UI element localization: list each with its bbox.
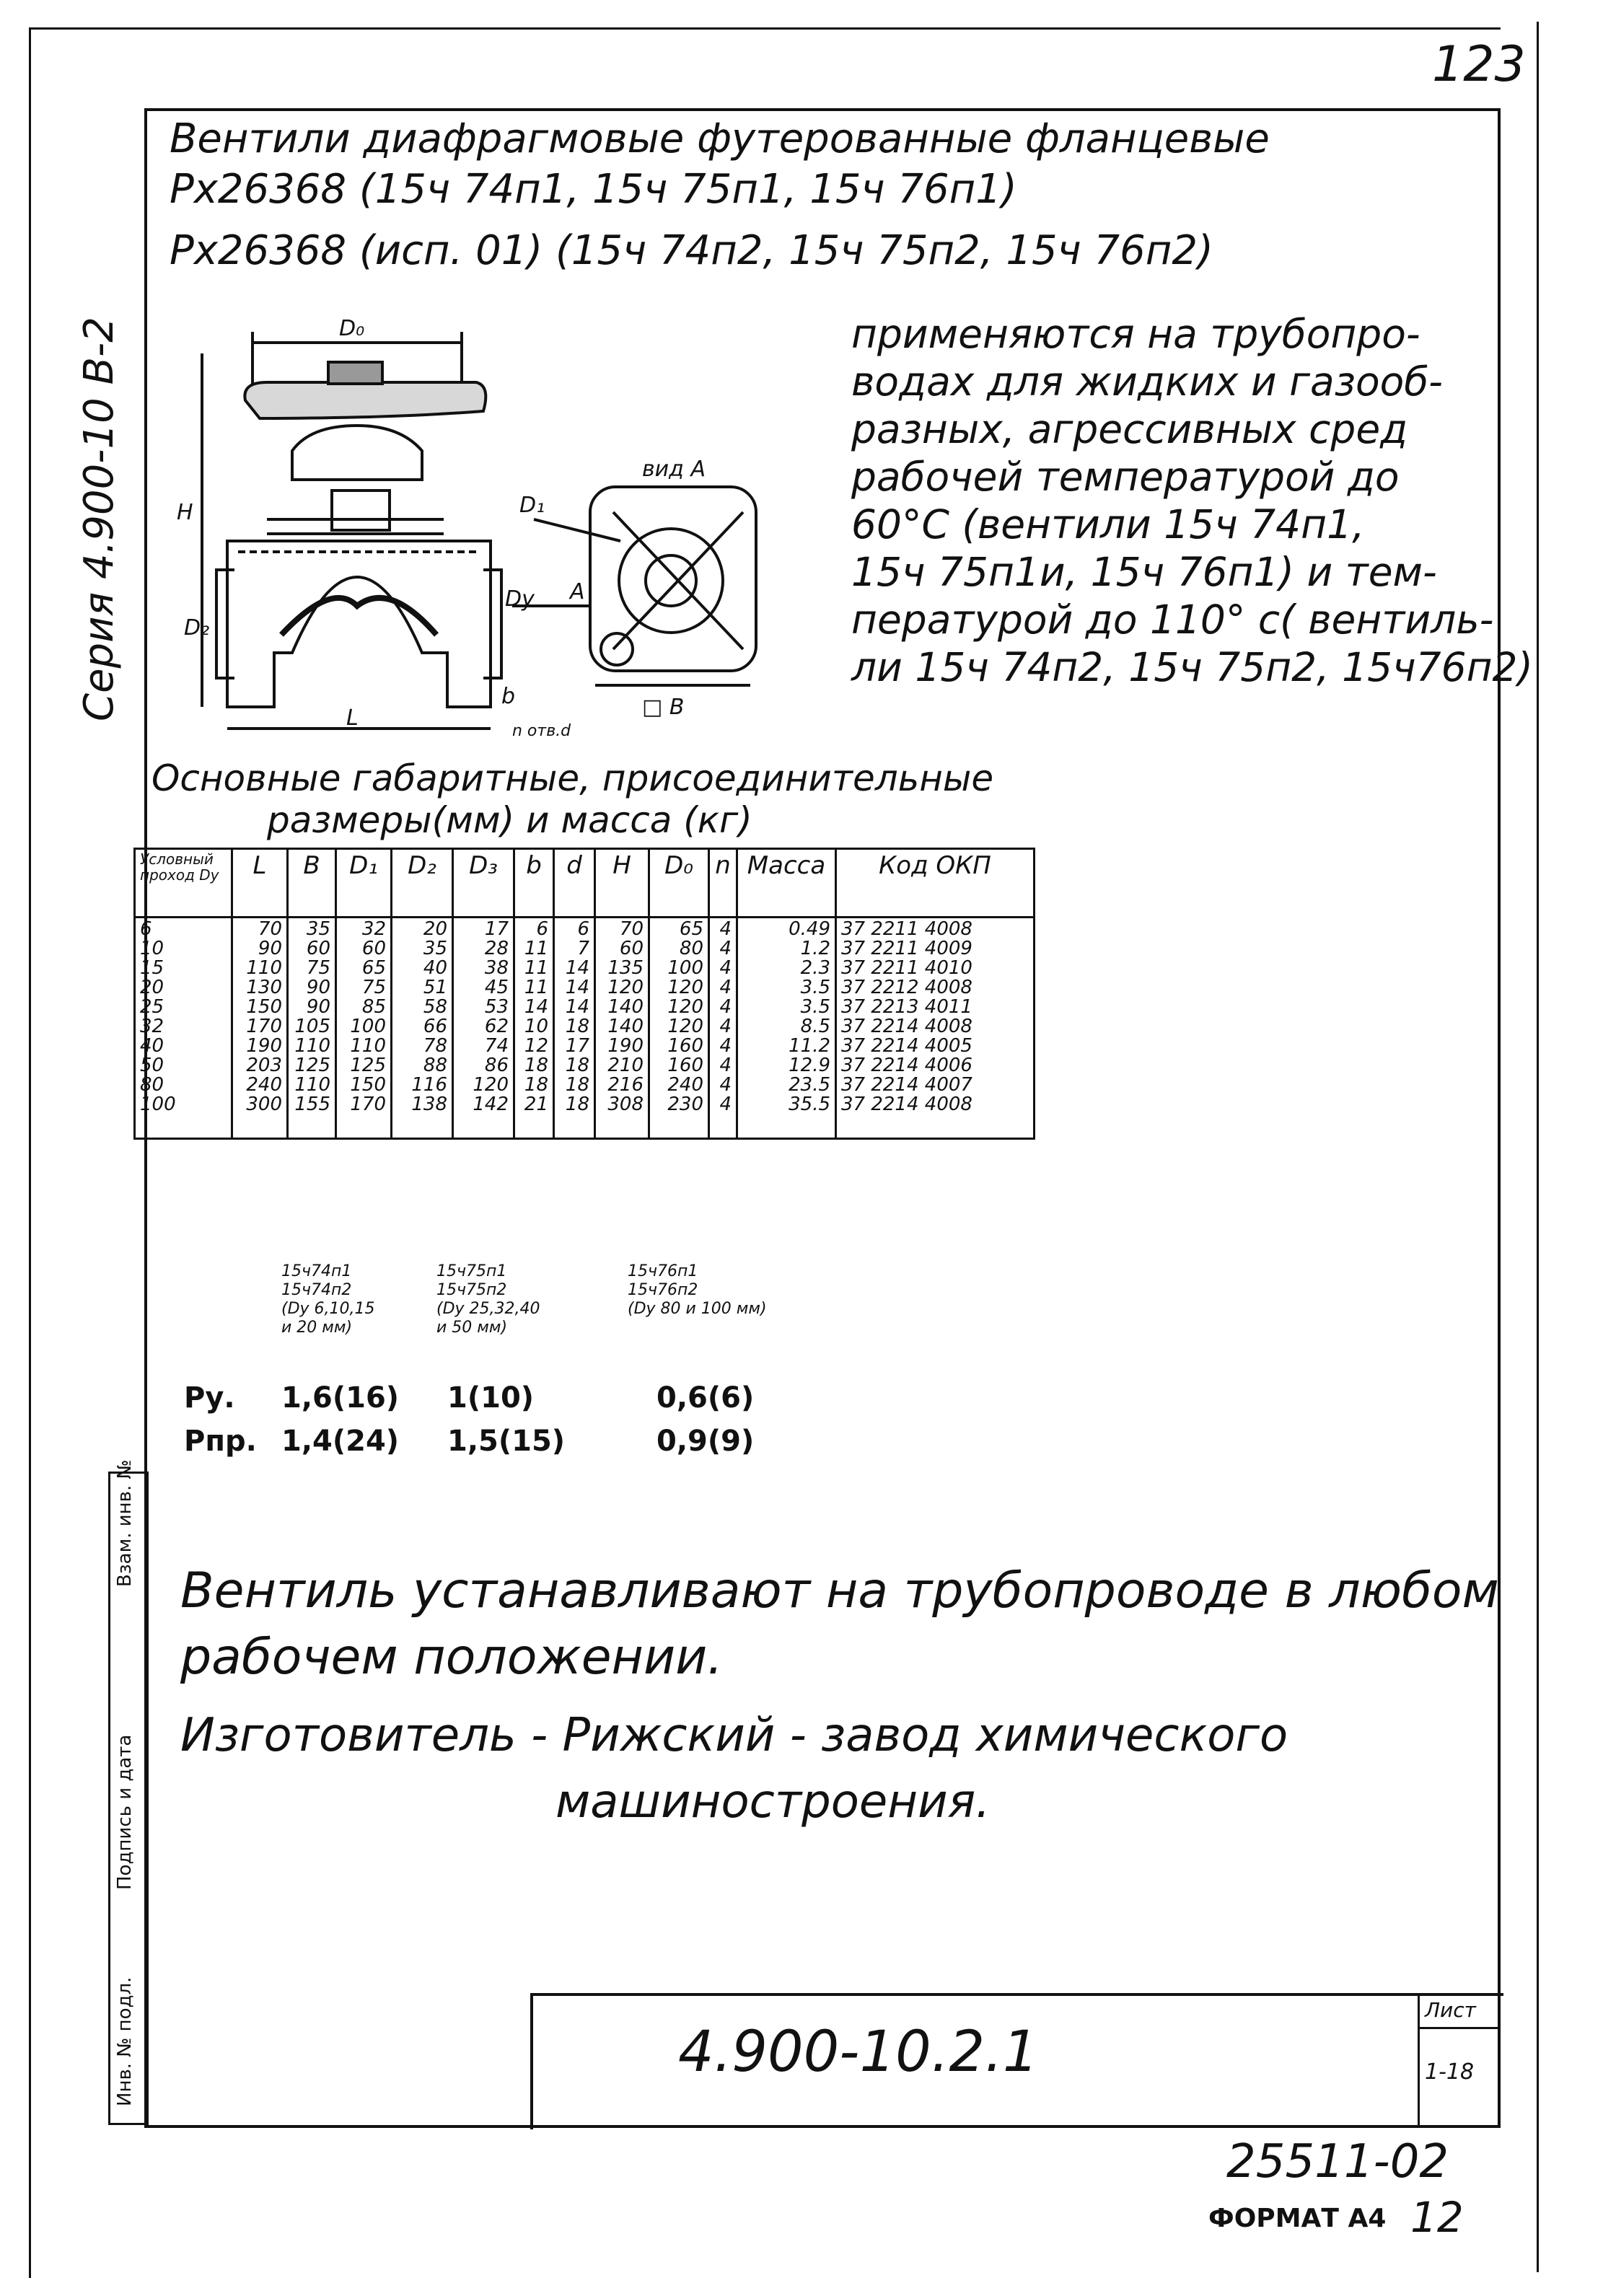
label-view: вид А (642, 457, 706, 482)
column-okp: 37 2211 4008 37 2211 4009 37 2211 4010 37 2212 4008 37 2213 4011 37 2214 4008 37 2214 4005 37 2214 4006 37 2214 4007 37 2214 4008 (836, 918, 1035, 1139)
table-caption (151, 757, 993, 841)
sheet-label: Лист (1425, 1998, 1476, 2022)
title-line-2: Рх26368 (15ч 74п1, 15ч 75п1, 15ч 76п1) (170, 166, 1017, 213)
header-h: H (595, 849, 649, 918)
ppr-value-3: 0,9(9) (656, 1425, 755, 1458)
format-label: ФОРМАТ А4 (1208, 2204, 1387, 2233)
inventory-number: 25511-02 (1226, 2135, 1449, 2189)
column-d2: 20 35 40 51 58 66 78 88 116 138 (392, 918, 453, 1139)
label-a: А (570, 579, 585, 604)
description-line: разных, агрессивных сред (851, 406, 1408, 452)
header-mass: Масса (737, 849, 836, 918)
document-number: 4.900-10.2.1 (678, 2020, 1039, 2085)
install-line-1: Вентиль устанавливают на трубопроводе в любом (180, 1562, 1499, 1619)
description-line: рабочей температурой до (851, 454, 1400, 500)
column-b-small: 6 11 11 11 14 10 12 18 18 21 (514, 918, 554, 1139)
label-holes: n отв.d (512, 722, 571, 740)
pressure-range-3: (Dу 80 и 100 мм) (628, 1300, 767, 1318)
header-okp: Код ОКП (836, 849, 1035, 918)
sheet-value: 1-18 (1425, 2059, 1475, 2085)
header-dy: Условный проход Dу (135, 849, 232, 918)
header-b: B (288, 849, 336, 918)
page-border-right (1537, 22, 1539, 2272)
py-value-3: 0,6(6) (656, 1381, 755, 1415)
header-d: d (554, 849, 595, 918)
pressure-models-3: 15ч76п1 15ч76п2 (628, 1262, 698, 1299)
side-stamp-1: Взам. инв. № (114, 1459, 136, 1587)
py-value-1: 1,6(16) (281, 1381, 400, 1415)
table-data-row (135, 918, 1035, 1139)
pressure-group-2 (436, 1262, 540, 1337)
table-header-row (135, 849, 1035, 918)
manufacturer-note (180, 1702, 1288, 1835)
pressure-group-1 (281, 1262, 375, 1337)
manufacturer-line-1: Изготовитель - Рижский - завод химического (180, 1709, 1288, 1762)
column-d1: 32 60 65 75 85 100 110 125 150 170 (336, 918, 392, 1139)
header-n: n (709, 849, 737, 918)
header-d1: D₁ (336, 849, 392, 918)
column-n: 4 4 4 4 4 4 4 4 4 4 (709, 918, 737, 1139)
column-mass: 0.49 1.2 2.3 3.5 3.5 8.5 11.2 12.9 23.5 35.5 (737, 918, 836, 1139)
pressure-group-3 (628, 1262, 767, 1319)
frame-top (144, 108, 1501, 111)
pressure-range-2: (Dу 25,32,40 и 50 мм) (436, 1300, 540, 1337)
series-label: Серия 4.900-10 В-2 (76, 317, 123, 721)
description-line: 60°С (вентили 15ч 74п1, (851, 501, 1365, 547)
py-value-2: 1(10) (447, 1381, 535, 1415)
label-b: b (501, 684, 516, 709)
spec-table (133, 848, 1035, 1140)
column-h: 70 60 135 120 140 140 190 210 216 308 (595, 918, 649, 1139)
label-l: L (346, 705, 359, 731)
valve-drawing (173, 303, 794, 750)
page-number: 123 (1432, 36, 1526, 93)
page-border-top (29, 27, 1501, 30)
pressure-range-1: (Dу 6,10,15 и 20 мм) (281, 1300, 375, 1337)
column-d3: 17 28 38 45 53 62 74 86 120 142 (453, 918, 514, 1139)
table-caption-line-1: Основные габаритные, присоединительные (151, 757, 994, 799)
label-h: H (177, 500, 193, 525)
header-d0: D₀ (649, 849, 709, 918)
header-b-small: b (514, 849, 554, 918)
label-d0: D₀ (339, 316, 365, 341)
table-caption-line-2: размеры(мм) и масса (кг) (267, 799, 752, 841)
ppr-value-2: 1,5(15) (447, 1425, 566, 1458)
sheet-divider (1418, 2027, 1498, 2029)
header-d3: D₃ (453, 849, 514, 918)
title-line-1: Вентили диафрагмовые футерованные фланцевые (170, 115, 1270, 162)
description-line: пературой до 110° с( вентиль- (851, 597, 1494, 643)
column-d: 6 7 14 14 14 18 17 18 18 18 (554, 918, 595, 1139)
page-border-left (29, 27, 31, 2278)
description-line: применяются на трубопро- (851, 311, 1420, 357)
pressure-models-1: 15ч74п1 15ч74п2 (281, 1262, 352, 1299)
label-square: □ В (642, 695, 685, 720)
ppr-value-1: 1,4(24) (281, 1425, 400, 1458)
ppr-label: Рпр. (184, 1425, 257, 1458)
label-dy: Dу (505, 586, 535, 612)
py-label: Ру. (184, 1381, 235, 1415)
side-stamp-3: Инв. № подл. (114, 1976, 136, 2106)
description-block (851, 310, 1533, 691)
install-line-2: рабочем положении. (180, 1629, 723, 1686)
description-line: ли 15ч 74п2, 15ч 75п2, 15ч76п2) (851, 644, 1533, 690)
column-dy: 6 10 15 20 25 32 40 50 80 100 (135, 918, 232, 1139)
description-line: 15ч 75п1и, 15ч 76п1) и тем- (851, 549, 1437, 595)
header-d2: D₂ (392, 849, 453, 918)
label-d1: D₁ (519, 493, 545, 518)
column-d0: 65 80 100 120 120 120 160 160 240 230 (649, 918, 709, 1139)
column-b: 35 60 75 90 90 105 110 125 110 155 (288, 918, 336, 1139)
description-line: водах для жидких и газооб- (851, 359, 1444, 405)
header-l: L (232, 849, 288, 918)
side-stamp-2: Подпись и дата (114, 1734, 136, 1890)
column-l: 70 90 110 130 150 170 190 203 240 300 (232, 918, 288, 1139)
title-line-3: Рх26368 (исп. 01) (15ч 74п2, 15ч 75п2, 15ч 76п2) (170, 227, 1213, 274)
label-d2: D₂ (184, 615, 210, 641)
install-note (180, 1558, 1499, 1691)
pressure-models-2: 15ч75п1 15ч75п2 (436, 1262, 507, 1299)
page-index: 12 (1410, 2193, 1464, 2242)
manufacturer-line-2: машиностроения. (555, 1775, 991, 1829)
